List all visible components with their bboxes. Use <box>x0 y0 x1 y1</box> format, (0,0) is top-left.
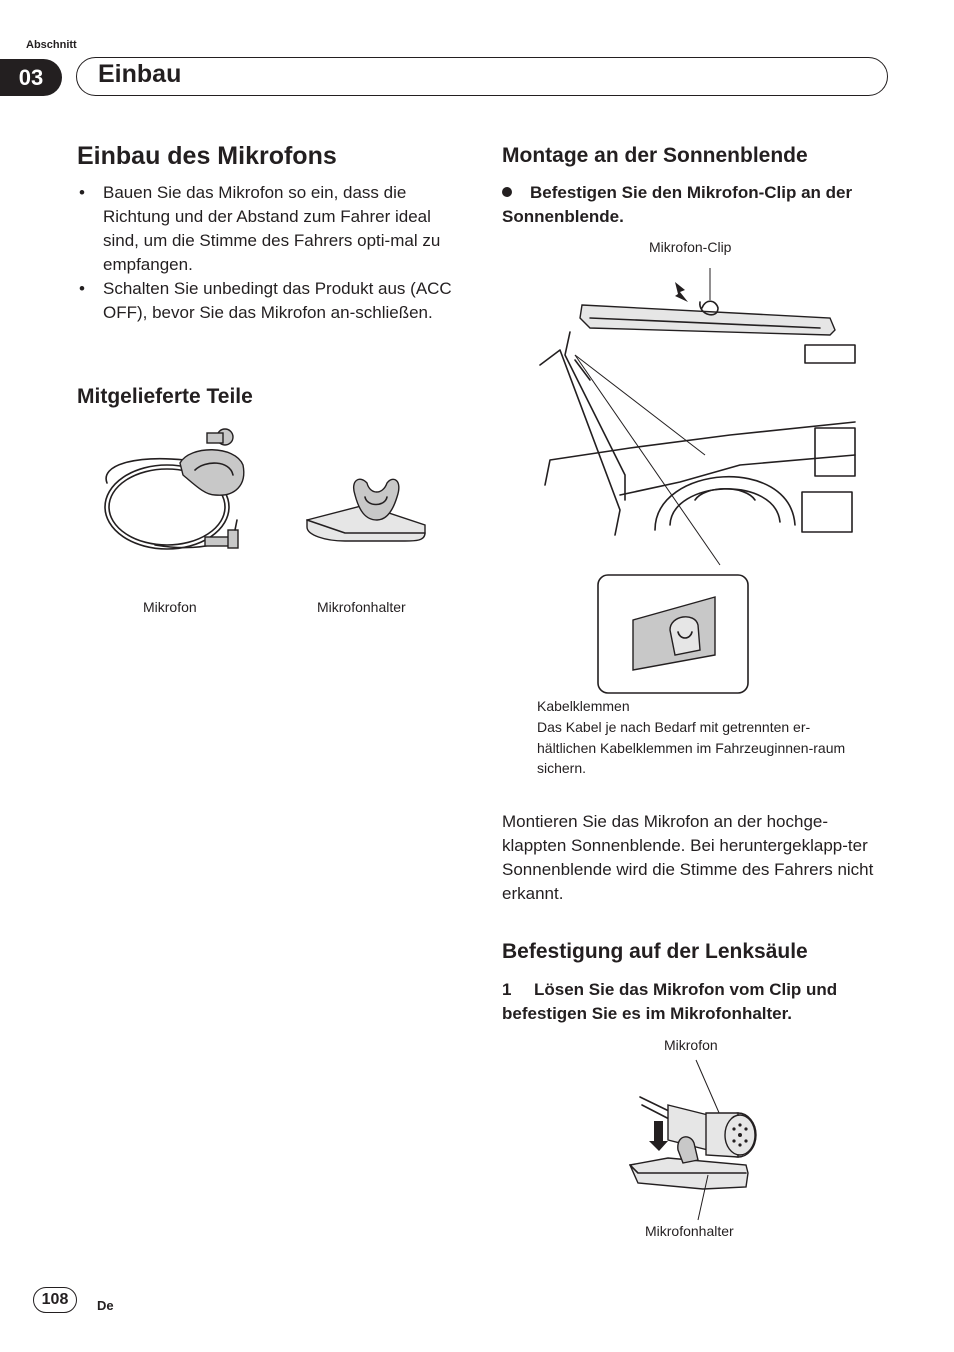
bullet-item: • Schalten Sie unbedingt das Produkt aus (ACC OFF), bevor Sie das Mikrofon an-schließen. <box>77 277 469 325</box>
mic-into-holder-illustration <box>628 1055 753 1195</box>
bullet-item: • Bauen Sie das Mikrofon so ein, dass die Richtung und der Abstand zum Fahrer ideal sind, um die Stimme des Fahrers opti-mal zu empfangen. <box>77 181 469 277</box>
instruction-1: Befestigen Sie den Mikrofon-Clip an der Sonnenblende. <box>502 183 853 226</box>
microphone-illustration <box>95 425 255 565</box>
section-title: Einbau <box>98 60 182 88</box>
page-number: 108 <box>33 1287 77 1313</box>
step-number: 1 <box>502 980 512 999</box>
parts-heading: Mitgelieferte Teile <box>77 385 253 408</box>
bullet-list <box>77 181 469 325</box>
language-code: De <box>97 1298 114 1313</box>
fig-holder-label: Mikrofonhalter <box>645 1223 734 1239</box>
mounting-paragraph: Montieren Sie das Mikrofon an der hochge-klappten Sonnenblende. Bei heruntergeklapp-ter Sonnenblende wird die Stimme des Fahrers nicht erkannt. <box>502 812 874 903</box>
section-label: Abschnitt <box>26 39 77 51</box>
cable-clamps-title: Kabelklemmen <box>537 698 630 714</box>
sun-visor-heading: Montage an der Sonnenblende <box>502 144 808 167</box>
car-interior-illustration <box>530 260 855 700</box>
filled-bullet-icon <box>502 187 512 197</box>
mic-holder-illustration <box>305 475 430 550</box>
page-heading: Einbau des Mikrofons <box>77 142 337 170</box>
steering-column-heading: Befestigung auf der Lenksäule <box>502 940 808 963</box>
holder-caption: Mikrofonhalter <box>317 599 406 615</box>
fig-mic-label: Mikrofon <box>664 1037 718 1053</box>
step-1: 1 Lösen Sie das Mikrofon vom Clip und befestigen Sie es im Mikrofonhalter. <box>502 980 838 1023</box>
clip-label: Mikrofon-Clip <box>649 239 732 255</box>
section-title-frame <box>76 57 888 96</box>
section-number-badge: 03 <box>0 59 62 96</box>
mic-caption: Mikrofon <box>143 599 197 615</box>
cable-clamps-text: Das Kabel je nach Bedarf mit getrennten er-hältlichen Kabelklemmen im Fahrzeuginnen-raum sichern. <box>537 719 846 776</box>
